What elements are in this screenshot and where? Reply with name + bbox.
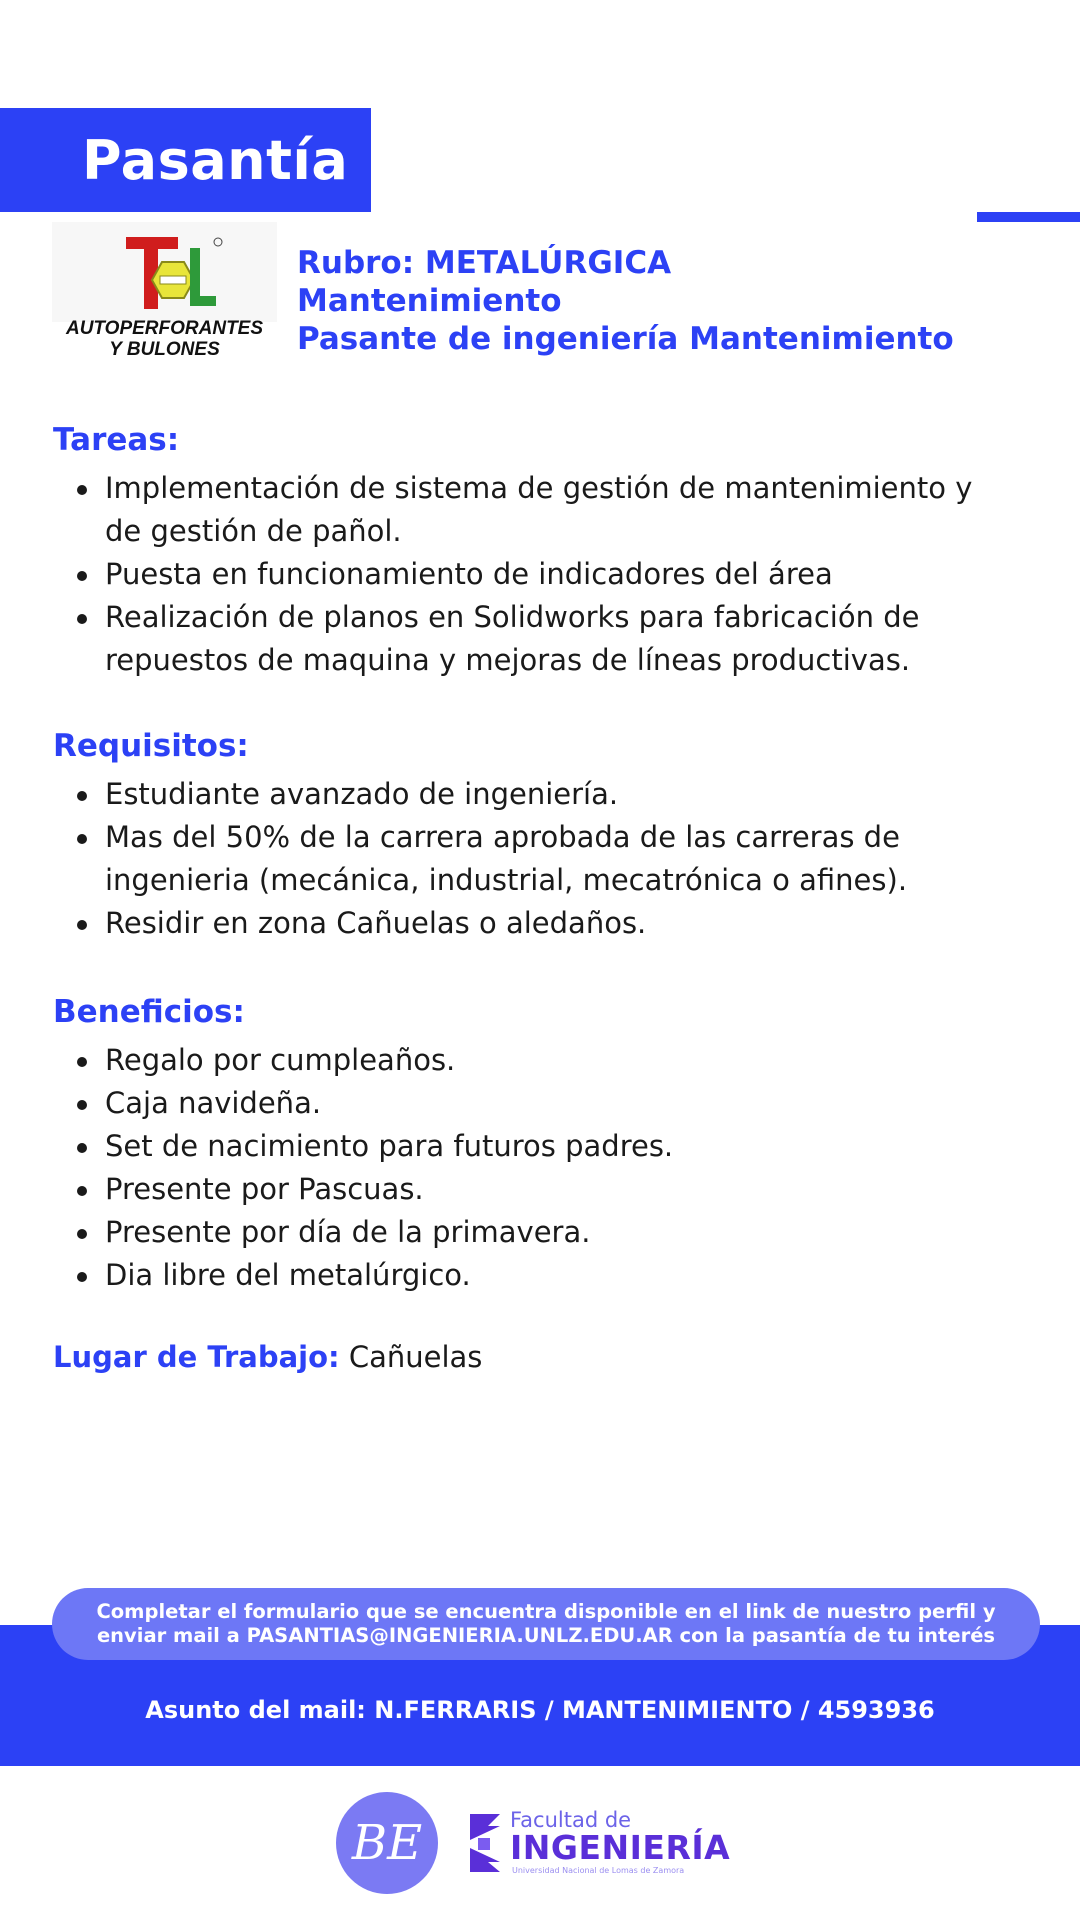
work-location	[53, 1340, 482, 1374]
beneficios-title: Beneficios:	[53, 994, 245, 1030]
instructions-pill	[52, 1588, 1040, 1660]
list-item: Presente por día de la primavera.	[53, 1211, 1013, 1254]
beneficios-list	[53, 1039, 1013, 1297]
title-banner	[0, 108, 371, 212]
list-item: Dia libre del metalúrgico.	[53, 1254, 1013, 1297]
position-line: Pasante de ingeniería Mantenimiento	[297, 321, 954, 357]
tl-logo-icon	[52, 222, 277, 322]
facultad-logo	[462, 1808, 731, 1878]
list-item: Realización de planos en Solidworks para fabricación de repuestos de maquina y mejoras de líneas productivas.	[53, 596, 1013, 682]
list-item: Mas del 50% de la carrera aprobada de las carreras de ingenieria (mecánica, industrial, mecatrónica o afines).	[53, 816, 1013, 902]
work-location-value: Cañuelas	[348, 1340, 483, 1374]
page-title: Pasantía	[82, 128, 349, 192]
facultad-big-text: INGENIERÍA	[510, 1828, 731, 1867]
area-line: Mantenimiento	[297, 283, 562, 319]
facultad-tiny-text: Universidad Nacional de Lomas de Zamora	[512, 1866, 685, 1875]
job-header	[297, 244, 954, 358]
facultad-small-text: Facultad de	[510, 1808, 632, 1832]
ingenieria-emblem-icon	[464, 1810, 504, 1876]
be-logo-icon: BE	[336, 1792, 438, 1894]
tareas-list	[53, 467, 1013, 682]
list-item: Estudiante avanzado de ingeniería.	[53, 773, 1013, 816]
list-item: Regalo por cumpleaños.	[53, 1039, 1013, 1082]
list-item: Caja navideña.	[53, 1082, 1013, 1125]
mail-subject: Asunto del mail: N.FERRARIS / MANTENIMIENTO / 4593936	[145, 1696, 935, 1724]
logo-caption: AUTOPERFORANTES Y BULONES	[65, 318, 264, 360]
requisitos-title: Requisitos:	[53, 728, 249, 764]
company-logo	[52, 222, 277, 367]
list-item: Puesta en funcionamiento de indicadores del área	[53, 553, 1013, 596]
list-item: Implementación de sistema de gestión de mantenimiento y de gestión de pañol.	[53, 467, 1013, 553]
list-item: Set de nacimiento para futuros padres.	[53, 1125, 1013, 1168]
work-location-label: Lugar de Trabajo:	[53, 1340, 340, 1374]
rubro-line: Rubro: METALÚRGICA	[297, 245, 672, 281]
instructions-line-1: Completar el formulario que se encuentra disponible en el link de nuestro perfil y	[96, 1600, 996, 1623]
tareas-title: Tareas:	[53, 422, 180, 458]
list-item: Residir en zona Cañuelas o aledaños.	[53, 902, 1013, 945]
list-item: Presente por Pascuas.	[53, 1168, 1013, 1211]
instructions-line-2: enviar mail a PASANTIAS@INGENIERIA.UNLZ.EDU.AR con la pasantía de tu interés	[96, 1624, 996, 1647]
requisitos-list	[53, 773, 1013, 945]
accent-line	[977, 212, 1080, 222]
